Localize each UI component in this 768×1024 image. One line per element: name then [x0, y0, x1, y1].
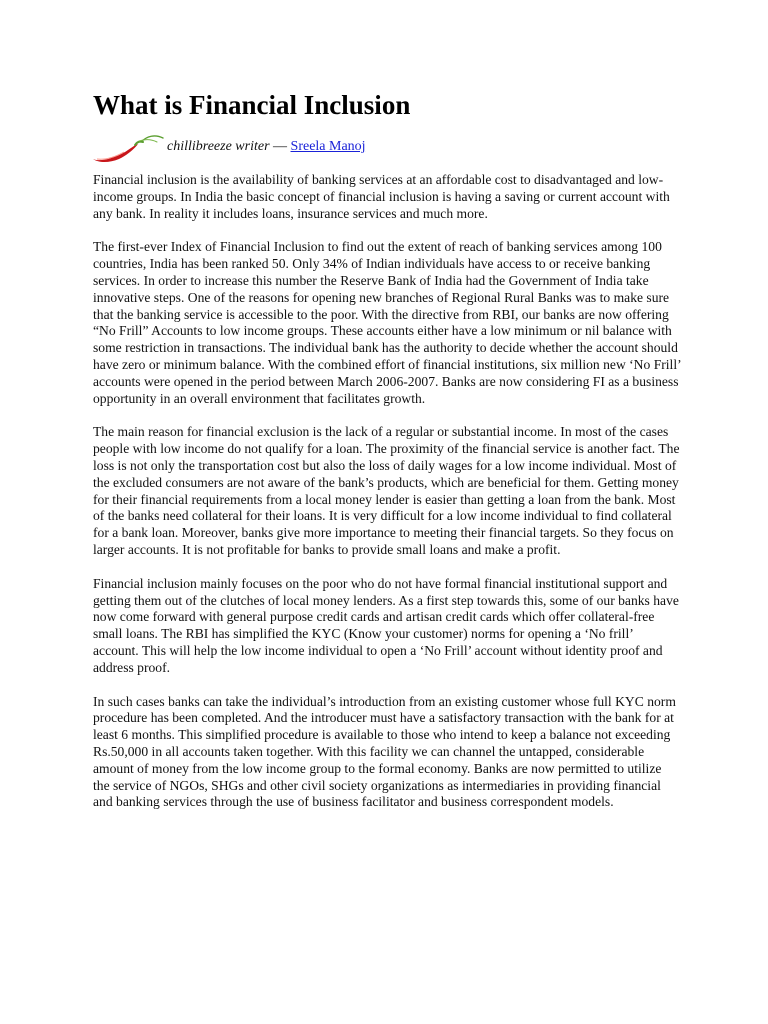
chilli-pepper-icon	[91, 132, 165, 164]
paragraph-5: In such cases banks can take the individual’s introduction from an existing customer whose full KYC norm procedure has been completed. And the introducer must have a satisfactory transaction with the bank for at least 6 months. This simplified procedure is available to those who intend to keep a balance not exceeding Rs.50,000 in all accounts taken together. With this facility we can channel the untapped, considerable amount of money from the low income group to the formal economy. Banks are now permitted to utilize the service of NGOs, SHGs and other civil society organizations as intermediaries in providing financial and banking services through the use of business facilitator and business correspondent models.	[93, 693, 676, 810]
paragraph-1: Financial inclusion is the availability of banking services at an affordable cost to disadvantaged and low-income groups. In India the basic concept of financial inclusion is having a saving or current account with any bank. In reality it includes loans, insurance services and much more.	[93, 172, 670, 221]
byline	[93, 132, 681, 172]
byline-text	[167, 139, 366, 155]
author-link[interactable]: Sreela Manoj	[290, 139, 366, 154]
paragraph-2: The first-ever Index of Financial Inclusion to find out the extent of reach of banking services among 100 countries, India has been ranked 50. Only 34% of Indian individuals have access to or receive banking services. In order to increase this number the Reserve Bank of India had the Government of India take innovative steps. One of the reasons for opening new branches of Regional Rural Banks was to make sure that the banking service is accessible to the poor. With the directive from RBI, our banks are now offering “No Frill” Accounts to low income groups. These accounts either have a low minimum or nil balance with some restriction in transactions. The individual bank has the authority to decide whether the account should have zero or minimum balance. With the combined effort of financial institutions, six million new ‘No Frill’ accounts were opened in the period between March 2006-2007. Banks are now considering FI as a business opportunity in an overall environment that facilitates growth.	[93, 239, 681, 406]
byline-separator: —	[269, 139, 291, 154]
paragraph-4: Financial inclusion mainly focuses on the poor who do not have formal financial institutional support and getting them out of the clutches of local money lenders. As a first step towards this, some of our banks have now come forward with general purpose credit cards and artisan credit cards which offer collateral-free small loans. The RBI has simplified the KYC (Know your customer) norms for opening a ‘No frill’ account. This will help the low income individual to open a ‘No Frill’ account without identity proof and address proof.	[93, 575, 679, 675]
article	[93, 88, 681, 828]
byline-role: chillibreeze writer	[167, 139, 270, 154]
article-title: What is Financial Inclusion	[93, 90, 411, 120]
article-body	[93, 172, 681, 811]
paragraph-3: The main reason for financial exclusion is the lack of a regular or substantial income. In most of the cases people with low income do not qualify for a loan. The proximity of the financial service is another fact. The loss is not only the transportation cost but also the loss of daily wages for a low income individual. Most of the excluded consumers are not aware of the bank’s products, which are beneficial for them. Getting money for their financial requirements from a local money lender is easier than getting a loan from the bank. Most of the banks need collateral for their loans. It is very difficult for a low income individual to find collateral for a bank loan. Moreover, banks give more importance to meeting their financial targets. So they focus on larger accounts. It is not profitable for banks to provide small loans and make a profit.	[93, 424, 680, 557]
